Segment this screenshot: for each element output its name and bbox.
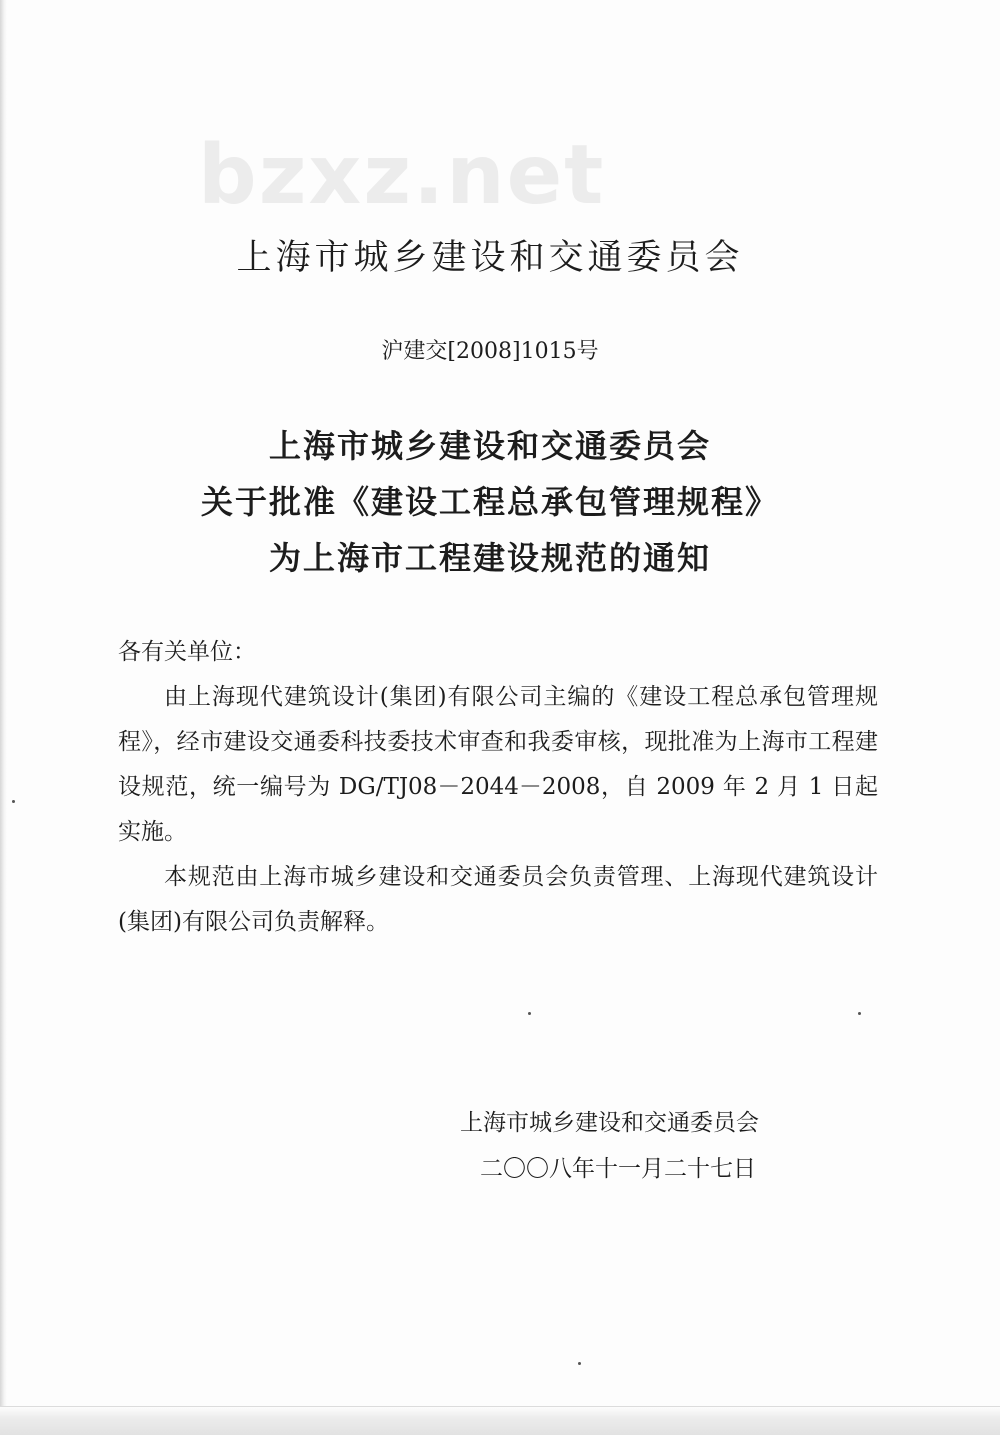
watermark: bzxz.net: [198, 128, 606, 223]
title-line-2: 关于批准《建设工程总承包管理规程》: [200, 483, 779, 521]
scan-speck: [528, 1012, 531, 1015]
page-left-edge: [0, 0, 7, 1435]
scan-speck: [858, 1012, 861, 1015]
notice-title: [0, 418, 980, 586]
signature-date: 二〇〇八年十一月二十七日: [480, 1156, 756, 1182]
issuer-header: 上海市城乡建设和交通委员会: [236, 238, 744, 278]
page-bottom-edge: [0, 1406, 1000, 1435]
salutation: 各有关单位：: [118, 639, 256, 665]
signature-block: [460, 1100, 820, 1192]
title-line-1: 上海市城乡建设和交通委员会: [268, 427, 711, 465]
document-number: 沪建交[2008]1015号: [381, 339, 599, 364]
scan-speck: [12, 800, 15, 803]
scan-speck: [578, 1362, 581, 1365]
notice-body: [118, 630, 878, 945]
body-paragraph-2: 本规范由上海市城乡建设和交通委员会负责管理、上海现代建筑设计(集团)有限公司负责解释。: [118, 864, 878, 935]
title-line-3: 为上海市工程建设规范的通知: [268, 539, 711, 577]
signature-organization: 上海市城乡建设和交通委员会: [460, 1110, 759, 1136]
body-paragraph-1: 由上海现代建筑设计(集团)有限公司主编的《建设工程总承包管理规程》，经市建设交通委科技委技术审查和我委审核，现批准为上海市工程建设规范，统一编号为 DG/TJ08－2044－2008，自 2009 年 2 月 1 日起实施。: [118, 684, 878, 845]
